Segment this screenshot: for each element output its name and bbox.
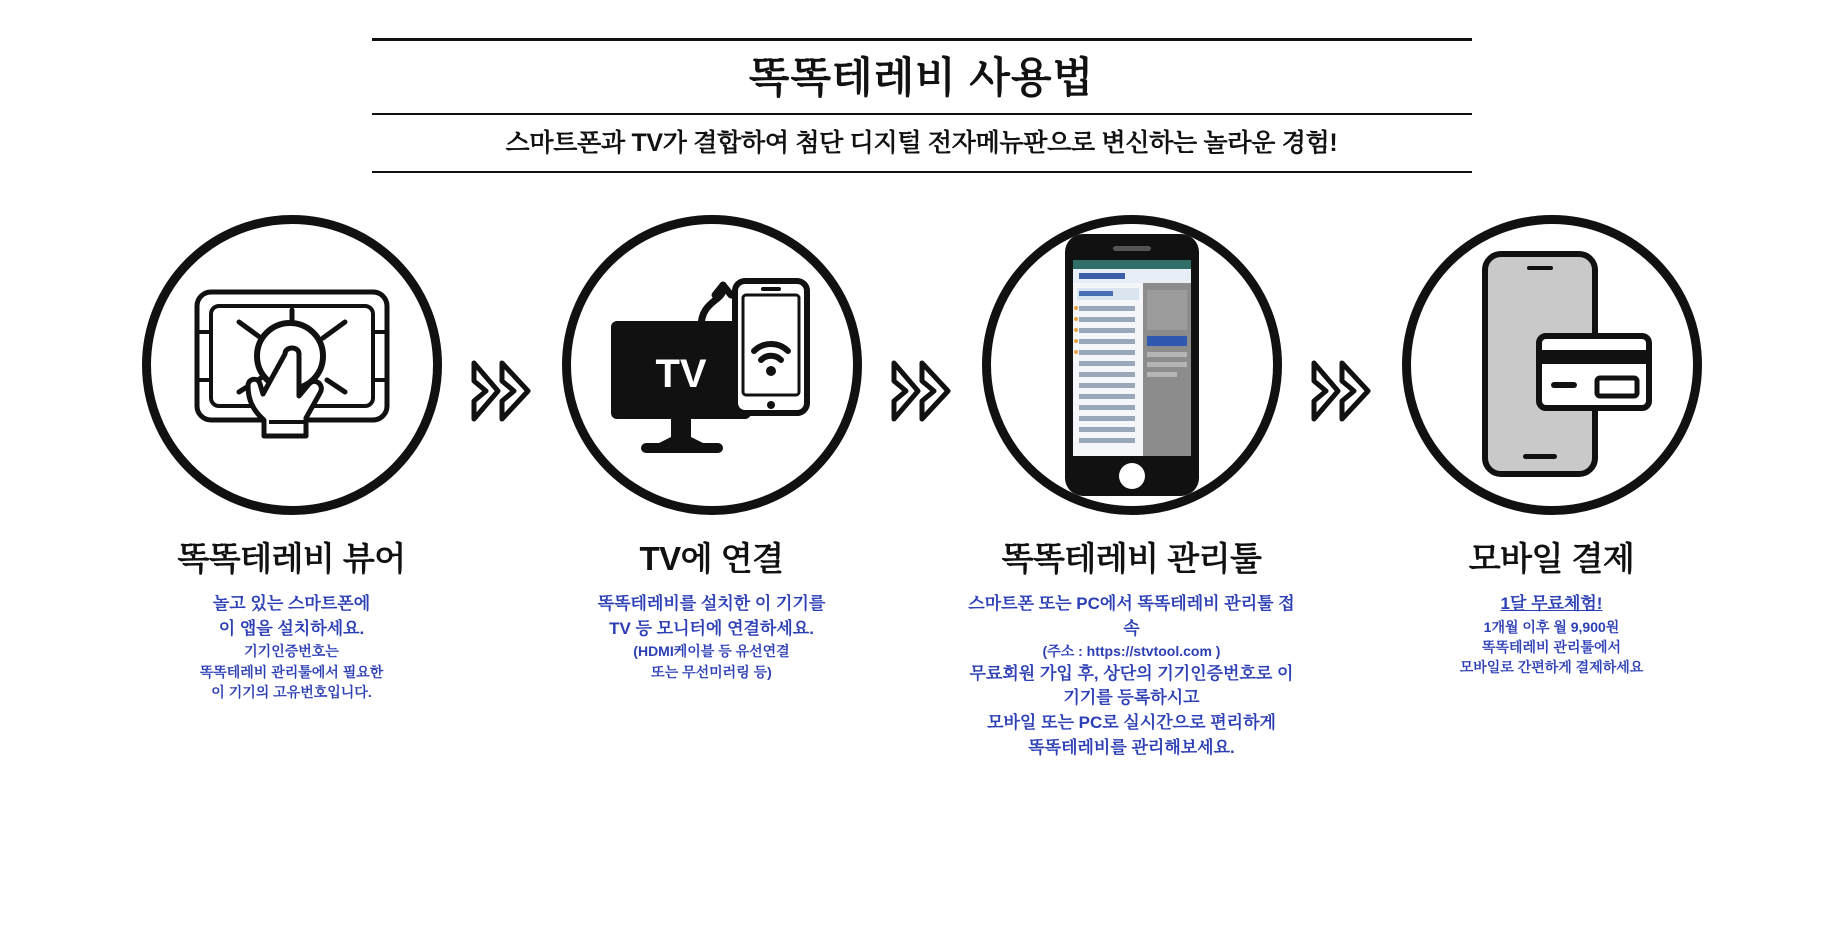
step-tv-connect-line-4: 또는 무선미러링 등) xyxy=(651,663,772,680)
step-admin-tool-line-1: 스마트폰 또는 PC에서 똑똑테레비 관리툴 접속 xyxy=(968,594,1295,638)
step-tv-connect-title: TV에 연결 xyxy=(639,540,784,578)
step-viewer-line-4: 똑똑테레비 관리툴에서 필요한 xyxy=(199,663,384,680)
step-admin-tool-line-2: (주소 : https://stvtool.com ) xyxy=(1042,643,1221,660)
arrow-3 xyxy=(1297,215,1387,427)
step-viewer xyxy=(127,215,457,702)
step-viewer-line-1: 놀고 있는 스마트폰에 xyxy=(212,594,371,614)
step-viewer-icon-circle xyxy=(142,215,442,515)
step-admin-tool-icon-circle xyxy=(982,215,1282,515)
header xyxy=(372,38,1472,173)
step-admin-tool xyxy=(967,215,1297,760)
step-tv-connect-line-3: (HDMI케이블 등 유선연결 xyxy=(633,643,790,660)
step-tv-connect-line-2: TV 등 모니터에 연결하세요. xyxy=(609,618,814,638)
step-admin-tool-line-4: 모바일 또는 PC로 실시간으로 편리하게 xyxy=(987,713,1276,733)
step-admin-tool-line-5: 똑똑테레비를 관리해보세요. xyxy=(1028,737,1235,757)
step-viewer-line-2: 이 앱을 설치하세요. xyxy=(218,618,365,638)
step-viewer-line-3: 기기인증번호는 xyxy=(244,643,339,660)
double-chevron-right-icon xyxy=(468,355,536,427)
step-admin-tool-line-3: 무료회원 가입 후, 상단의 기기인증번호로 이 기기를 등록하시고 xyxy=(969,663,1294,708)
step-mobile-payment-line-3: 똑똑테레비 관리툴에서 xyxy=(1481,639,1622,656)
step-admin-tool-title: 똑똑테레비 관리툴 xyxy=(1001,540,1262,578)
smartphone-credit-card-icon xyxy=(1447,240,1657,490)
step-mobile-payment-line-4: 모바일로 간편하게 결제하세요 xyxy=(1459,659,1644,676)
steps-flow xyxy=(0,215,1843,760)
smartphone-admin-screen-icon xyxy=(1057,230,1207,500)
arrow-2 xyxy=(877,215,967,427)
double-chevron-right-icon xyxy=(888,355,956,427)
step-viewer-description xyxy=(200,592,384,702)
step-admin-tool-description xyxy=(967,592,1297,760)
tablet-touch-hand-icon xyxy=(177,270,407,460)
page-subtitle: 스마트폰과 TV가 결합하여 첨단 디지털 전자메뉴판으로 변신하는 놀라운 경험! xyxy=(505,129,1338,158)
step-mobile-payment-line-2: 1개월 이후 월 9,900원 xyxy=(1483,618,1620,635)
step-viewer-title: 똑똑테레비 뷰어 xyxy=(177,540,406,578)
step-tv-connect-line-1: 똑똑테레비를 설치한 이 기기를 xyxy=(597,594,826,614)
step-mobile-payment-title: 모바일 결제 xyxy=(1468,540,1635,578)
svg-text:TV: TV xyxy=(654,352,707,397)
step-tv-connect xyxy=(547,215,877,682)
tv-monitor-phone-wifi-icon xyxy=(597,265,827,465)
header-rule-bottom xyxy=(372,171,1472,173)
step-mobile-payment-line-1: 1달 무료체험! xyxy=(1500,594,1603,614)
double-chevron-right-icon xyxy=(1308,355,1376,427)
step-tv-connect-description xyxy=(598,592,826,682)
step-mobile-payment-description xyxy=(1460,592,1644,678)
step-mobile-payment xyxy=(1387,215,1717,678)
step-viewer-line-5: 이 기기의 고유번호입니다. xyxy=(211,684,372,701)
arrow-1 xyxy=(457,215,547,427)
step-tv-connect-icon-circle xyxy=(562,215,862,515)
step-mobile-payment-icon-circle xyxy=(1402,215,1702,515)
page-title: 똑똑테레비 사용법 xyxy=(748,54,1095,101)
